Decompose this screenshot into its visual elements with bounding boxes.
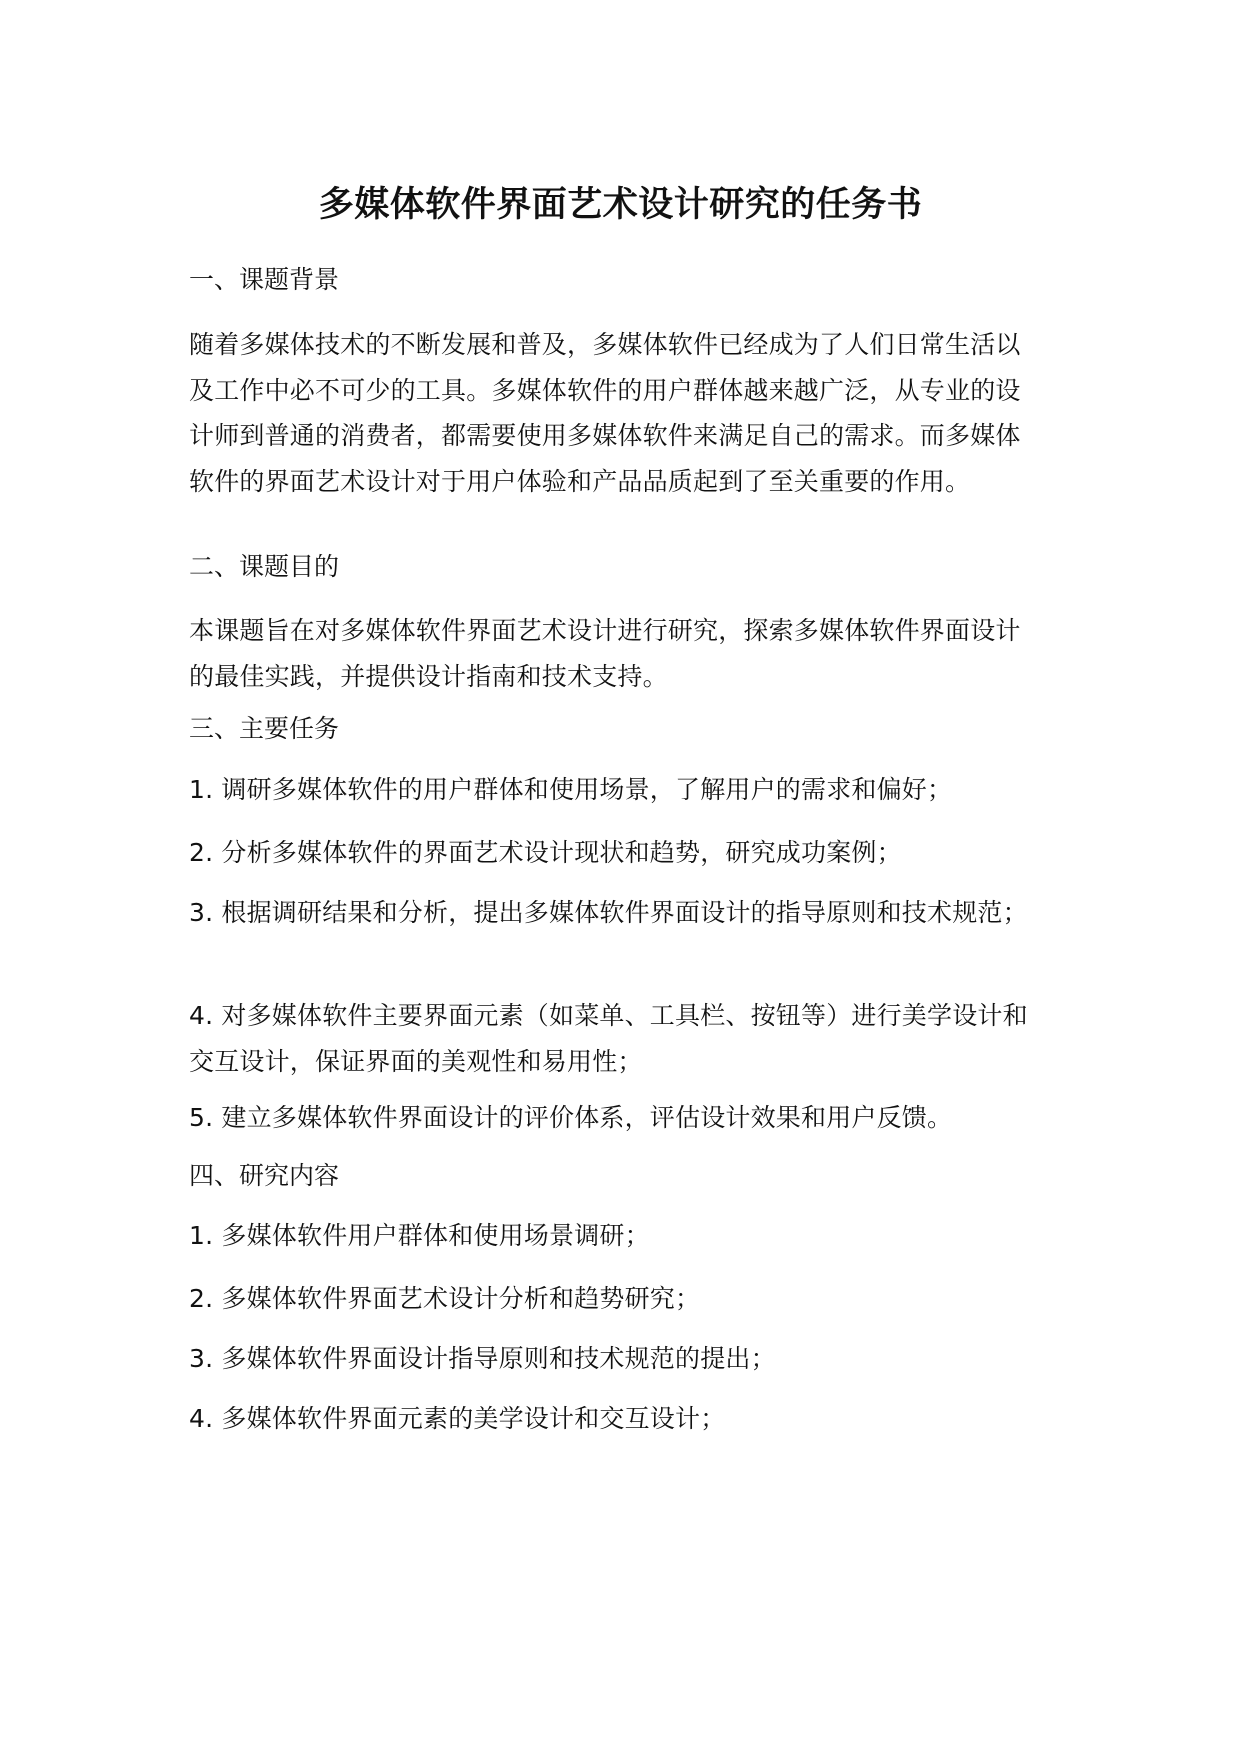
list-item: 2. 多媒体软件界面艺术设计分析和趋势研究； xyxy=(189,1284,701,1313)
list-item: 1. 调研多媒体软件的用户群体和使用场景，了解用户的需求和偏好； xyxy=(189,775,953,804)
list-item: 5. 建立多媒体软件界面设计的评价体系，评估设计效果和用户反馈。 xyxy=(189,1103,953,1132)
section-heading-purpose: 二、课题目的 xyxy=(189,552,340,581)
list-item: 3. 多媒体软件界面设计指导原则和技术规范的提出； xyxy=(189,1344,776,1373)
section-body-background: 随着多媒体技术的不断发展和普及，多媒体软件已经成为了人们日常生活以及工作中必不可少的工具。多媒体软件的用户群体越来越广泛，从专业的设计师到普通的消费者，都需要使用多媒体软件来满足自己的需求。而多媒体软件的界面艺术设计对于用户体验和产品品质起到了至关重要的作用。 xyxy=(189,330,1021,496)
section-heading-research-content: 四、研究内容 xyxy=(189,1161,340,1190)
section-heading-main-tasks: 三、主要任务 xyxy=(189,714,340,743)
list-item: 1. 多媒体软件用户群体和使用场景调研； xyxy=(189,1221,650,1250)
list-item: 3. 根据调研结果和分析，提出多媒体软件界面设计的指导原则和技术规范； xyxy=(189,898,1028,927)
list-item: 4. 对多媒体软件主要界面元素（如菜单、工具栏、按钮等）进行美学设计和交互设计，保证界面的美观性和易用性； xyxy=(189,1001,1028,1076)
section-heading-background: 一、课题背景 xyxy=(189,265,340,294)
section-body-purpose: 本课题旨在对多媒体软件界面艺术设计进行研究，探索多媒体软件界面设计的最佳实践，并提供设计指南和技术支持。 xyxy=(189,616,1021,691)
list-item: 2. 分析多媒体软件的界面艺术设计现状和趋势，研究成功案例； xyxy=(189,838,902,867)
list-item: 4. 多媒体软件界面元素的美学设计和交互设计； xyxy=(189,1404,726,1433)
document-title: 多媒体软件界面艺术设计研究的任务书 xyxy=(318,185,923,225)
